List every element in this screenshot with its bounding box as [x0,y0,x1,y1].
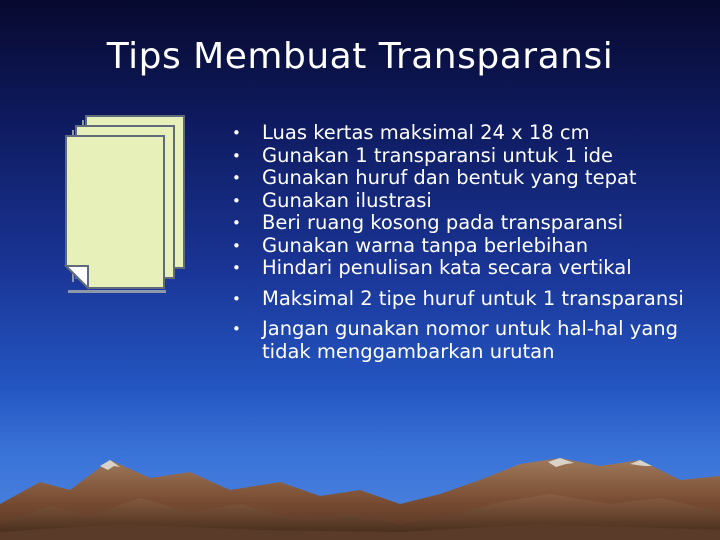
bullet-dot: • [232,236,241,255]
bullet-item [232,235,702,258]
bullet-text: Jangan gunakan nomor untuk hal-hal yang tidak menggambarkan urutan [262,317,679,363]
slide-title: Tips Membuat Transparansi [106,36,614,77]
bullet-item [232,318,702,363]
bullet-text: Gunakan 1 transparansi untuk 1 ide [262,143,614,167]
bullet-dot: • [232,191,241,210]
bullet-dot: • [232,124,241,142]
bullet-item [232,167,702,190]
bullet-item [232,190,702,213]
bullet-text: Gunakan warna tanpa berlebihan [262,233,589,257]
bullet-dot: • [232,214,241,232]
bullet-item [232,257,702,280]
bullet-list [232,122,702,363]
bullet-dot: • [232,289,241,308]
bullet-dot: • [232,259,241,277]
bullet-item [232,145,702,168]
document-stack-icon [58,110,188,302]
bullet-text: Hindari penulisan kata secara vertikal [262,256,632,279]
bullet-text: Maksimal 2 tipe huruf untuk 1 transparansi [262,286,684,310]
bullet-item [232,212,702,235]
bullet-item [232,122,702,145]
bullet-text: Luas kertas maksimal 24 x 18 cm [262,121,590,144]
bullet-item [232,288,702,311]
bullet-dot: • [232,146,241,165]
bullet-text: Gunakan ilustrasi [262,188,432,212]
mountain-range-illustration [0,420,720,540]
bullet-text: Gunakan huruf dan bentuk yang tepat [262,166,637,189]
bullet-text: Beri ruang kosong pada transparansi [262,211,624,234]
bullet-dot: • [232,320,241,338]
bullet-dot: • [232,169,241,187]
